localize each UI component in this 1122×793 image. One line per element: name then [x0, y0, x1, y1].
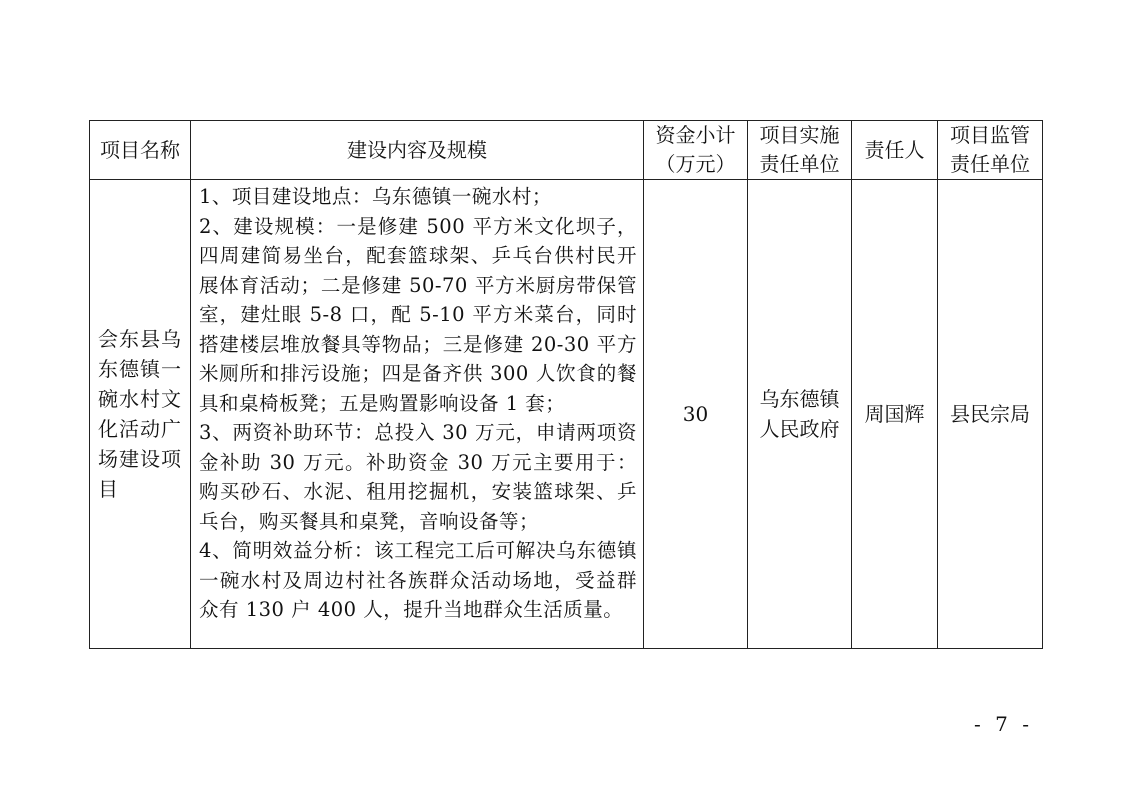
header-responsible-person: 责任人	[852, 121, 938, 180]
header-unit-line1: 项目实施	[759, 123, 840, 147]
header-funds-line1: 资金小计	[655, 123, 736, 147]
table-header-row	[90, 121, 1043, 180]
project-name-cell: 会东县乌东德镇一碗水村文化活动广场建设项目	[90, 180, 191, 649]
content-item-scale: 2、建设规模：一是修建 500 平方米文化坝子，四周建简易坐台，配套篮球架、乒乓台供村民开展体育活动；二是修建 50-70 平方米厨房带保管室，建灶眼 5-8 口，配 5-10 平方米菜台，同时搭建楼层堆放餐具等物品；三是修建 20-30 平方米厕所和排污设施；四是备齐供 300 人饮食的餐具和桌椅板凳；五是购置影响设备 1 套；	[199, 214, 637, 415]
unit-line2: 人民政府	[759, 417, 840, 441]
header-supervisor-line2: 责任单位	[950, 152, 1030, 176]
table-row	[90, 180, 1043, 649]
content-item-subsidy: 3、两资补助环节：总投入 30 万元，申请两项资金补助 30 万元。补助资金 30 万元主要用于：购买砂石、水泥、租用挖掘机，安装篮球架、乒乓台，购买餐具和桌凳，音响设备等；	[199, 421, 637, 533]
project-content-cell	[191, 180, 644, 649]
header-implementing-unit	[748, 121, 852, 180]
project-table	[89, 120, 1043, 649]
content-item-benefit: 4、简明效益分析：该工程完工后可解决乌东德镇一碗水村及周边村社各族群众活动场地，受益群众有 130 户 400 人，提升当地群众生活质量。	[199, 539, 637, 621]
implementing-unit-cell	[748, 180, 852, 649]
content-item-location: 1、项目建设地点：乌东德镇一碗水村；	[199, 185, 552, 208]
header-funds-line2: （万元）	[655, 152, 736, 176]
page-number: - 7 -	[974, 712, 1033, 736]
header-supervising-unit	[938, 121, 1043, 180]
supervising-unit-cell: 县民宗局	[938, 180, 1043, 649]
header-funds	[644, 121, 748, 180]
responsible-person-cell: 周国辉	[852, 180, 938, 649]
header-unit-line2: 责任单位	[759, 152, 840, 176]
unit-line1: 乌东德镇	[759, 387, 840, 411]
header-content: 建设内容及规模	[191, 121, 644, 180]
funds-cell: 30	[644, 180, 748, 649]
header-project-name: 项目名称	[90, 121, 191, 180]
header-supervisor-line1: 项目监管	[950, 123, 1030, 147]
